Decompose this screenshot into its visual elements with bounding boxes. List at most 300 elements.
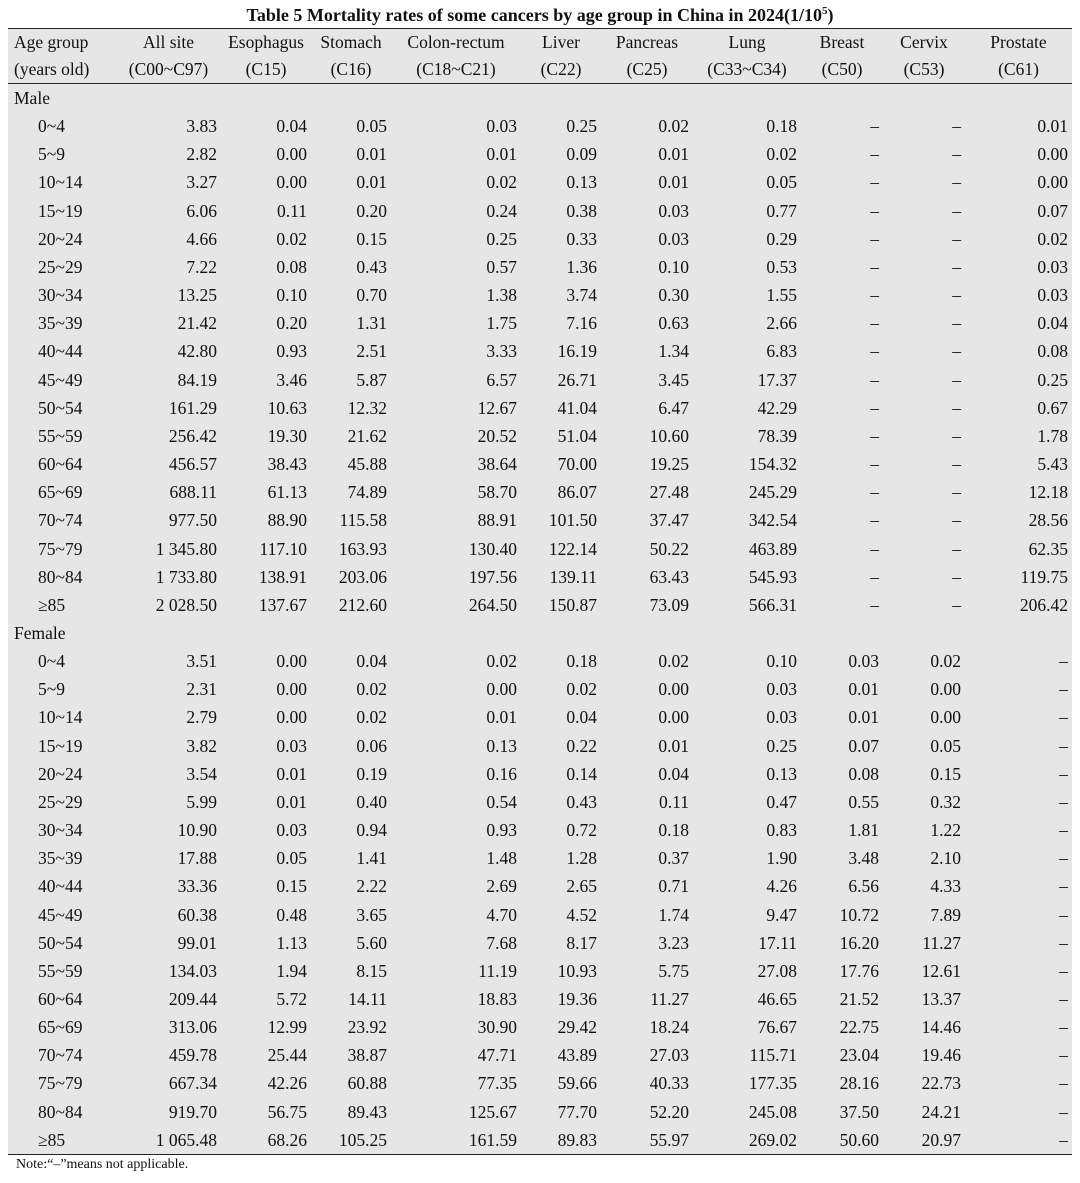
rate-cell: 78.39 — [757, 425, 797, 446]
rate-cell: – — [1059, 904, 1068, 925]
rate-cell: 4.70 — [486, 904, 517, 925]
rate-cell: 0.94 — [356, 820, 387, 841]
rate-cell: 3.65 — [356, 904, 387, 925]
rate-cell: 19.46 — [921, 1045, 961, 1066]
rate-cell: 0.13 — [566, 172, 597, 193]
table-row — [8, 788, 1072, 816]
rate-cell: 0.00 — [276, 651, 307, 672]
rate-cell: 19.36 — [557, 989, 597, 1009]
rate-cell: 60.38 — [177, 904, 217, 925]
rate-cell: 0.01 — [276, 791, 307, 812]
rate-cell: 2.66 — [766, 313, 797, 334]
rate-cell: 2.79 — [186, 707, 217, 728]
age-group-cell: 40~44 — [38, 876, 83, 897]
rate-cell: 0.02 — [486, 172, 517, 193]
rate-cell: – — [952, 313, 961, 334]
rate-cell: 245.08 — [748, 1101, 797, 1122]
rate-cell: 134.03 — [168, 960, 217, 981]
rate-cell: – — [870, 566, 879, 587]
age-group-cell: 30~34 — [38, 285, 83, 306]
rate-cell: 0.19 — [356, 763, 387, 784]
rate-cell: – — [1059, 820, 1068, 841]
rate-cell: – — [1059, 848, 1068, 869]
rate-cell: 59.66 — [557, 1073, 597, 1094]
age-group-cell: ≥85 — [38, 594, 66, 615]
rate-cell: 88.91 — [477, 510, 517, 531]
rate-cell: 58.70 — [477, 482, 517, 503]
table-row — [8, 281, 1072, 309]
rate-cell: 3.23 — [658, 932, 689, 953]
rate-cell: 55.97 — [649, 1129, 689, 1150]
rate-cell: 11.27 — [650, 989, 689, 1009]
rate-cell: – — [1059, 1101, 1068, 1122]
rate-cell: 18.24 — [649, 1017, 689, 1038]
rate-cell: 89.83 — [557, 1129, 597, 1150]
rate-cell: – — [870, 594, 879, 615]
rate-cell: – — [952, 397, 961, 418]
age-group-cell: 25~29 — [38, 256, 83, 277]
rate-cell: 99.01 — [177, 932, 217, 953]
rate-cell: 0.08 — [1037, 341, 1068, 362]
age-group-cell: 45~49 — [38, 369, 83, 390]
rate-cell: 0.01 — [486, 707, 517, 728]
table-row — [8, 394, 1072, 422]
table-row — [8, 112, 1072, 140]
rate-cell: 0.03 — [848, 651, 879, 672]
rate-cell: 0.13 — [766, 763, 797, 784]
table-row — [8, 197, 1072, 225]
rate-cell: 459.78 — [168, 1045, 217, 1066]
rate-cell: 0.10 — [276, 285, 307, 306]
rate-cell: – — [952, 594, 961, 615]
rate-cell: 1 733.80 — [155, 566, 217, 587]
rate-cell: 10.63 — [267, 397, 307, 418]
rate-cell: 12.99 — [267, 1017, 307, 1038]
table-row — [8, 901, 1072, 929]
rate-cell: 0.01 — [658, 144, 689, 165]
table-row — [8, 929, 1072, 957]
rate-cell: 0.32 — [930, 791, 961, 812]
rate-cell: 84.19 — [177, 369, 217, 390]
rate-cell: – — [1059, 707, 1068, 728]
rate-cell: – — [952, 369, 961, 390]
rate-cell: – — [1059, 932, 1068, 953]
rate-cell: 3.51 — [186, 651, 217, 672]
rate-cell: 0.02 — [766, 144, 797, 165]
column-header-code: (C25) — [601, 56, 693, 84]
rate-cell: 7.68 — [486, 932, 517, 953]
rate-cell: 37.47 — [649, 510, 689, 531]
table-row — [8, 957, 1072, 985]
rate-cell: 23.92 — [347, 1017, 387, 1038]
table-row — [8, 872, 1072, 900]
rate-cell: 150.87 — [548, 594, 597, 615]
age-group-cell: 35~39 — [38, 848, 83, 869]
rate-cell: 0.20 — [276, 313, 307, 334]
rate-cell: – — [952, 510, 961, 531]
rate-cell: 0.93 — [486, 820, 517, 841]
column-header-code: (C16) — [311, 56, 391, 84]
rate-cell: 0.02 — [486, 651, 517, 672]
rate-cell: 1.13 — [276, 932, 307, 953]
rate-cell: 0.02 — [356, 707, 387, 728]
table-row — [8, 337, 1072, 365]
rate-cell: 47.71 — [477, 1045, 517, 1066]
section-label: Male — [14, 88, 50, 108]
rate-cell: 0.06 — [356, 735, 387, 756]
rate-cell: – — [1059, 1017, 1068, 1038]
rate-cell: 0.03 — [1037, 256, 1068, 277]
rate-cell: 68.26 — [267, 1129, 307, 1150]
table-row — [8, 563, 1072, 591]
age-group-cell: 50~54 — [38, 932, 83, 953]
rate-cell: 209.44 — [168, 989, 217, 1009]
rate-cell: 2.82 — [186, 144, 217, 165]
rate-cell: 0.08 — [276, 256, 307, 277]
rate-cell: 2 028.50 — [155, 594, 217, 615]
rate-cell: 24.21 — [921, 1101, 961, 1122]
rate-cell: 688.11 — [169, 482, 217, 503]
rate-cell: – — [870, 256, 879, 277]
rate-cell: 1.55 — [766, 285, 797, 306]
table-row — [8, 450, 1072, 478]
rate-cell: 0.01 — [486, 144, 517, 165]
rate-cell: 667.34 — [168, 1073, 217, 1094]
rate-cell: 77.35 — [477, 1073, 517, 1094]
rate-cell: 0.55 — [848, 791, 879, 812]
rate-cell: 3.82 — [186, 735, 217, 756]
rate-cell: 62.35 — [1028, 538, 1068, 559]
age-group-cell: 10~14 — [38, 172, 83, 193]
age-group-cell: 60~64 — [38, 454, 83, 475]
rate-cell: 545.93 — [748, 566, 797, 587]
rate-cell: – — [952, 116, 961, 137]
rate-cell: – — [952, 341, 961, 362]
rate-cell: 177.35 — [748, 1073, 797, 1094]
rate-cell: 0.15 — [930, 763, 961, 784]
rate-cell: 1.90 — [766, 848, 797, 869]
rate-cell: 1 345.80 — [155, 538, 217, 559]
rate-cell: 51.04 — [557, 425, 597, 446]
rate-cell: 46.65 — [757, 989, 797, 1009]
age-group-cell: 0~4 — [38, 651, 65, 672]
column-header-name: Age group — [14, 32, 89, 52]
rate-cell: 0.10 — [766, 651, 797, 672]
rate-cell: 0.18 — [658, 820, 689, 841]
rate-cell: 26.71 — [557, 369, 597, 390]
table-row — [8, 1098, 1072, 1126]
rate-cell: 0.01 — [276, 763, 307, 784]
rate-cell: 5.43 — [1037, 454, 1068, 475]
rate-cell: 0.53 — [766, 256, 797, 277]
mortality-table — [8, 29, 1072, 1154]
rate-cell: 4.52 — [566, 904, 597, 925]
rate-cell: 0.43 — [566, 791, 597, 812]
rate-cell: 0.04 — [1037, 313, 1068, 334]
rate-cell: 63.43 — [649, 566, 689, 587]
rate-cell: 0.03 — [486, 116, 517, 137]
rate-cell: – — [952, 228, 961, 249]
rate-cell: – — [952, 482, 961, 503]
rate-cell: 19.25 — [649, 454, 689, 475]
rate-cell: 14.11 — [348, 989, 387, 1009]
column-header-name: Pancreas — [615, 32, 679, 52]
age-group-cell: 0~4 — [38, 116, 65, 137]
age-group-cell: 20~24 — [38, 228, 83, 249]
rate-cell: – — [870, 285, 879, 306]
rate-cell: – — [870, 228, 879, 249]
rate-cell: 0.15 — [276, 876, 307, 897]
rate-cell: 0.00 — [1037, 172, 1068, 193]
rate-cell: 41.04 — [557, 397, 597, 418]
age-group-cell: 25~29 — [38, 791, 83, 812]
rate-cell: 105.25 — [338, 1129, 387, 1150]
rate-cell: 8.17 — [566, 932, 597, 953]
rate-cell: 1.38 — [486, 285, 517, 306]
table-row — [8, 309, 1072, 337]
rate-cell: 463.89 — [748, 538, 797, 559]
rate-cell: 0.20 — [356, 200, 387, 221]
rate-cell: 0.02 — [1037, 228, 1068, 249]
table-body — [8, 84, 1072, 1154]
rate-cell: 0.00 — [276, 707, 307, 728]
rate-cell: 6.83 — [766, 341, 797, 362]
rate-cell: 21.62 — [347, 425, 387, 446]
rate-cell: 38.43 — [267, 454, 307, 475]
rate-cell: 11.19 — [478, 960, 517, 981]
rate-cell: 22.75 — [839, 1017, 879, 1038]
rate-cell: 0.15 — [356, 228, 387, 249]
rate-cell: 20.52 — [477, 425, 517, 446]
rate-cell: 161.59 — [468, 1129, 517, 1150]
rate-cell: 89.43 — [347, 1101, 387, 1122]
rate-cell: 1.28 — [566, 848, 597, 869]
rate-cell: 0.00 — [658, 679, 689, 700]
rate-cell: 5.87 — [356, 369, 387, 390]
rate-cell: 0.11 — [277, 200, 307, 221]
rate-cell: 14.46 — [921, 1017, 961, 1038]
rate-cell: 0.05 — [766, 172, 797, 193]
age-group-cell: 15~19 — [38, 200, 83, 221]
rate-cell: 0.02 — [356, 679, 387, 700]
rate-cell: 4.33 — [930, 876, 961, 897]
rate-cell: 1.48 — [486, 848, 517, 869]
rate-cell: 19.30 — [267, 425, 307, 446]
rate-cell: – — [870, 313, 879, 334]
table-title-superscript: 5 — [821, 5, 828, 17]
rate-cell: 154.32 — [748, 454, 797, 475]
rate-cell: 38.64 — [477, 454, 517, 475]
column-header-name: Breast — [819, 32, 865, 52]
age-group-cell: 55~59 — [38, 960, 83, 981]
rate-cell: 21.52 — [839, 989, 879, 1009]
rate-cell: 1.81 — [848, 820, 879, 841]
rate-cell: 0.00 — [1037, 144, 1068, 165]
rate-cell: 137.67 — [258, 594, 307, 615]
table-row — [8, 675, 1072, 703]
age-group-cell: 20~24 — [38, 763, 83, 784]
age-group-cell: 75~79 — [38, 538, 83, 559]
rate-cell: 4.66 — [186, 228, 217, 249]
rate-cell: – — [952, 256, 961, 277]
rate-cell: 28.56 — [1028, 510, 1068, 531]
age-group-cell: 60~64 — [38, 989, 83, 1009]
rate-cell: – — [870, 369, 879, 390]
rate-cell: 0.02 — [658, 116, 689, 137]
rate-cell: 0.04 — [276, 116, 307, 137]
rate-cell: 161.29 — [168, 397, 217, 418]
rate-cell: 27.03 — [649, 1045, 689, 1066]
rate-cell: 12.18 — [1028, 482, 1068, 503]
rate-cell: 0.01 — [356, 144, 387, 165]
rate-cell: 0.11 — [659, 791, 689, 812]
rate-cell: 163.93 — [338, 538, 387, 559]
column-header-code: (C33~C34) — [693, 56, 801, 84]
table-row — [8, 985, 1072, 1013]
rate-cell: 115.58 — [339, 510, 387, 531]
rate-cell: 0.10 — [658, 256, 689, 277]
rate-cell: – — [870, 454, 879, 475]
rate-cell: 7.16 — [566, 313, 597, 334]
rate-cell: – — [1059, 651, 1068, 672]
table-title-text: Table 5 Mortality rates of some cancers by age group in China in 2024(1/10 — [246, 5, 822, 25]
rate-cell: 0.25 — [486, 228, 517, 249]
age-group-cell: 45~49 — [38, 904, 83, 925]
rate-cell: 456.57 — [168, 454, 217, 475]
rate-cell: 5.75 — [658, 960, 689, 981]
rate-cell: 0.01 — [658, 735, 689, 756]
rate-cell: 74.89 — [347, 482, 387, 503]
rate-cell: 12.67 — [477, 397, 517, 418]
rate-cell: 7.22 — [186, 256, 217, 277]
rate-cell: 17.11 — [758, 932, 797, 953]
table-row — [8, 816, 1072, 844]
rate-cell: 56.75 — [267, 1101, 307, 1122]
rate-cell: – — [952, 425, 961, 446]
rate-cell: 38.87 — [347, 1045, 387, 1066]
rate-cell: 977.50 — [168, 510, 217, 531]
rate-cell: 0.47 — [766, 791, 797, 812]
rate-cell: 2.51 — [356, 341, 387, 362]
rate-cell: 197.56 — [468, 566, 517, 587]
rate-cell: 0.70 — [356, 285, 387, 306]
rate-cell: 43.89 — [557, 1045, 597, 1066]
rate-cell: 0.29 — [766, 228, 797, 249]
rate-cell: 2.10 — [930, 848, 961, 869]
rate-cell: – — [1059, 791, 1068, 812]
rate-cell: 8.15 — [356, 960, 387, 981]
column-header-code: (C22) — [521, 56, 601, 84]
column-header-name: Esophagus — [228, 32, 304, 52]
table-row — [8, 1069, 1072, 1097]
column-header-code: (C50) — [801, 56, 883, 84]
section-header-row — [8, 619, 1072, 647]
rate-cell: 342.54 — [748, 510, 797, 531]
rate-cell: 5.72 — [276, 989, 307, 1009]
age-group-cell: 70~74 — [38, 1045, 83, 1066]
age-group-cell: 35~39 — [38, 313, 83, 334]
rate-cell: 0.03 — [766, 707, 797, 728]
section-label: Female — [14, 622, 66, 643]
age-group-cell: 80~84 — [38, 1101, 83, 1122]
age-group-cell: 65~69 — [38, 1017, 83, 1038]
age-group-cell: 80~84 — [38, 566, 83, 587]
rate-cell: 50.60 — [839, 1129, 879, 1150]
rate-cell: 70.00 — [557, 454, 597, 475]
rate-cell: 0.16 — [486, 763, 517, 784]
rate-cell: 5.60 — [356, 932, 387, 953]
rate-cell: 0.67 — [1037, 397, 1068, 418]
rate-cell: 0.71 — [658, 876, 689, 897]
rate-cell: 0.02 — [276, 228, 307, 249]
rate-cell: 0.01 — [658, 172, 689, 193]
header-row-codes — [8, 56, 1072, 84]
table-row — [8, 647, 1072, 675]
rate-cell: 3.45 — [658, 369, 689, 390]
rate-cell: 17.76 — [839, 960, 879, 981]
rate-cell: 6.47 — [658, 397, 689, 418]
age-group-cell: 30~34 — [38, 820, 83, 841]
rate-cell: – — [870, 116, 879, 137]
table-row — [8, 1041, 1072, 1069]
rate-cell: 0.54 — [486, 791, 517, 812]
rate-cell: 10.90 — [177, 820, 217, 841]
rate-cell: 0.02 — [658, 651, 689, 672]
rate-cell: 25.44 — [267, 1045, 307, 1066]
age-group-cell: ≥85 — [38, 1129, 66, 1150]
rate-cell: 206.42 — [1019, 594, 1068, 615]
rate-cell: – — [1059, 679, 1068, 700]
rate-cell: – — [1059, 735, 1068, 756]
column-header-name: Prostate — [990, 32, 1047, 52]
rate-cell: 20.97 — [921, 1129, 961, 1150]
column-header-code: (C61) — [965, 56, 1072, 84]
rate-cell: 23.04 — [839, 1045, 879, 1066]
table-row — [8, 253, 1072, 281]
rate-cell: – — [1059, 1129, 1068, 1150]
rate-cell: 11.27 — [922, 932, 961, 953]
rate-cell: 1.22 — [930, 820, 961, 841]
rate-cell: – — [1059, 876, 1068, 897]
column-header-name: Liver — [542, 32, 580, 52]
rate-cell: 0.01 — [848, 679, 879, 700]
header-row-names — [8, 29, 1072, 56]
rate-cell: 0.18 — [766, 116, 797, 137]
rate-cell: 12.61 — [921, 960, 961, 981]
rate-cell: 18.83 — [477, 989, 517, 1009]
rate-cell: 12.32 — [347, 397, 387, 418]
rate-cell: 0.25 — [566, 116, 597, 137]
rate-cell: 0.63 — [658, 313, 689, 334]
rate-cell: 1 065.48 — [155, 1129, 217, 1150]
rate-cell: 3.54 — [186, 763, 217, 784]
rate-cell: 6.56 — [848, 876, 879, 897]
rate-cell: 0.02 — [930, 651, 961, 672]
rate-cell: – — [1059, 989, 1068, 1009]
rate-cell: 0.07 — [848, 735, 879, 756]
table-row — [8, 591, 1072, 619]
rate-cell: 1.75 — [486, 313, 517, 334]
rate-cell: 0.40 — [356, 791, 387, 812]
column-header-name: Lung — [728, 32, 766, 52]
rate-cell: – — [952, 454, 961, 475]
age-group-cell: 15~19 — [38, 735, 83, 756]
rate-cell: 256.42 — [168, 425, 217, 446]
rate-cell: 2.69 — [486, 876, 517, 897]
column-header-name: Cervix — [900, 32, 948, 52]
table-row — [8, 703, 1072, 731]
table-row — [8, 732, 1072, 760]
